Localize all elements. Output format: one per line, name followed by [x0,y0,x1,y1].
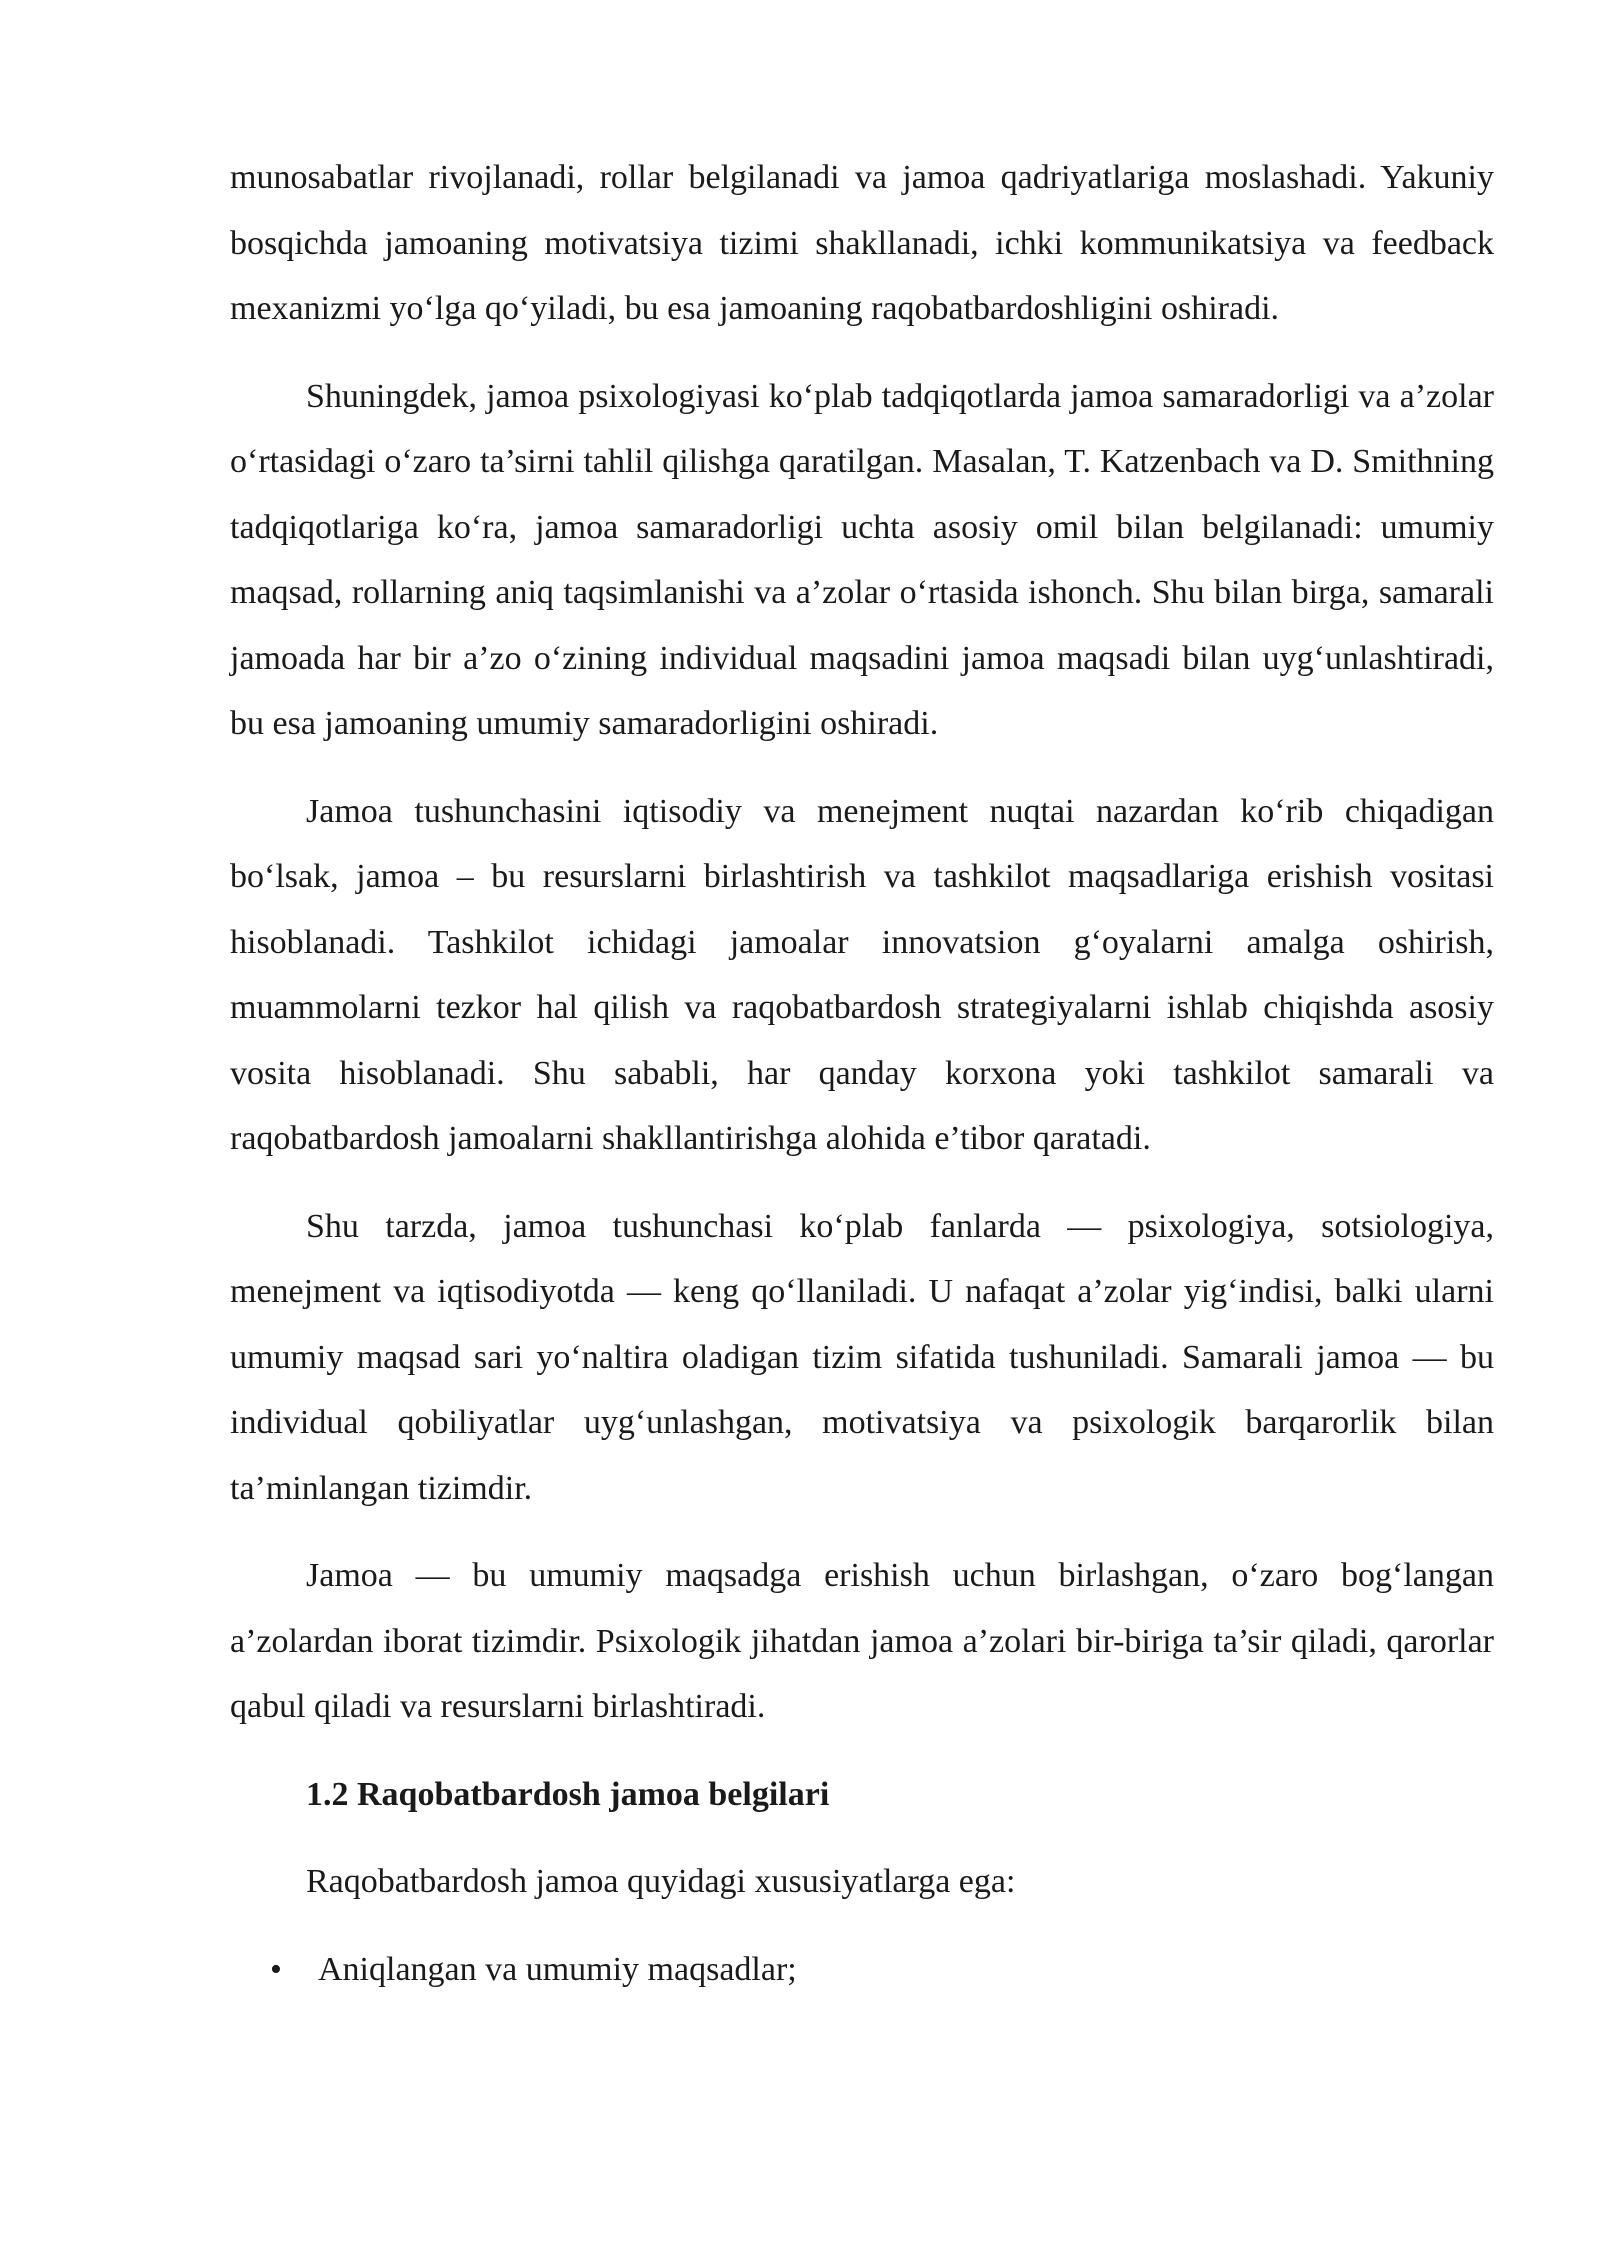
list-item-text: Aniqlangan va umumiy maqsadlar; [318,1950,797,1988]
document-page [230,145,1494,2002]
paragraph-disciplines: Shu tarzda, jamoa tushunchasi ko‘plab fanlarda — psixologiya, sotsiologiya, menejment va iqtisodiyotda — keng qo‘llaniladi. U nafaqat a’zolar yig‘indisi, balki ularni umumiy maqsad sari yo‘naltira oladigan tizim sifatida tushuniladi. Samarali jamoa — bu individual qobiliyatlar uyg‘unlashgan, motivatsiya va psixologik barqarorlik bilan ta’minlangan tizimdir. [230,1207,1494,1507]
paragraph-continuation: munosabatlar rivojlanadi, rollar belgilanadi va jamoa qadriyatlariga moslashadi. Yakuniy bosqichda jamoaning motivatsiya tizimi shakllanadi, ichki kommunikatsiya va feedback mexanizmi yo‘lga qo‘yiladi, bu esa jamoaning raqobatbardoshligini oshiradi. [230,159,1494,327]
paragraph-team-definition: Jamoa — bu umumiy maqsadga erishish uchun birlashgan, o‘zaro bog‘langan a’zolardan iborat tizimdir. Psixologik jihatdan jamoa a’zolari bir-biriga ta’sir qiladi, qarorlar qabul qiladi va resurslarni birlashtiradi. [230,1557,1494,1725]
paragraph-economic-view: Jamoa tushunchasini iqtisodiy va menejment nuqtai nazardan ko‘rib chiqadigan bo‘lsak, jamoa – bu resurslarni birlashtirish va tashkilot maqsadlariga erishish vositasi hisoblanadi. Tashkilot ichidagi jamoalar innovatsion g‘oyalarni amalga oshirish, muammolarni tezkor hal qilish va raqobatbardosh strategiyalarni ishlab chiqishda asosiy vosita hisoblanadi. Shu sababli, har qanday korxona yoki tashkilot samarali va raqobatbardosh jamoalarni shakllantirishga alohida e’tibor qaratadi. [230,792,1494,1157]
feature-list [230,1937,1494,2003]
list-item [230,1937,1494,2003]
bullet-icon: • [270,1950,282,1988]
section-heading: 1.2 Raqobatbardosh jamoa belgilari [306,1775,830,1813]
paragraph-team-psychology: Shuningdek, jamoa psixologiyasi ko‘plab tadqiqotlarda jamoa samaradorligi va a’zolar o‘rtasidagi o‘zaro ta’sirni tahlil qilishga qaratilgan. Masalan, T. Katzenbach va D. Smithning tadqiqotlariga ko‘ra, jamoa samaradorligi uchta asosiy omil bilan belgilanadi: umumiy maqsad, rollarning aniq taqsimlanishi va a’zolar o‘rtasida ishonch. Shu bilan birga, samarali jamoada har bir a’zo o‘zining individual maqsadini jamoa maqsadi bilan uyg‘unlashtiradi, bu esa jamoaning umumiy samaradorligini oshiradi. [230,377,1494,742]
lead-sentence: Raqobatbardosh jamoa quyidagi xususiyatlarga ega: [306,1863,1016,1900]
